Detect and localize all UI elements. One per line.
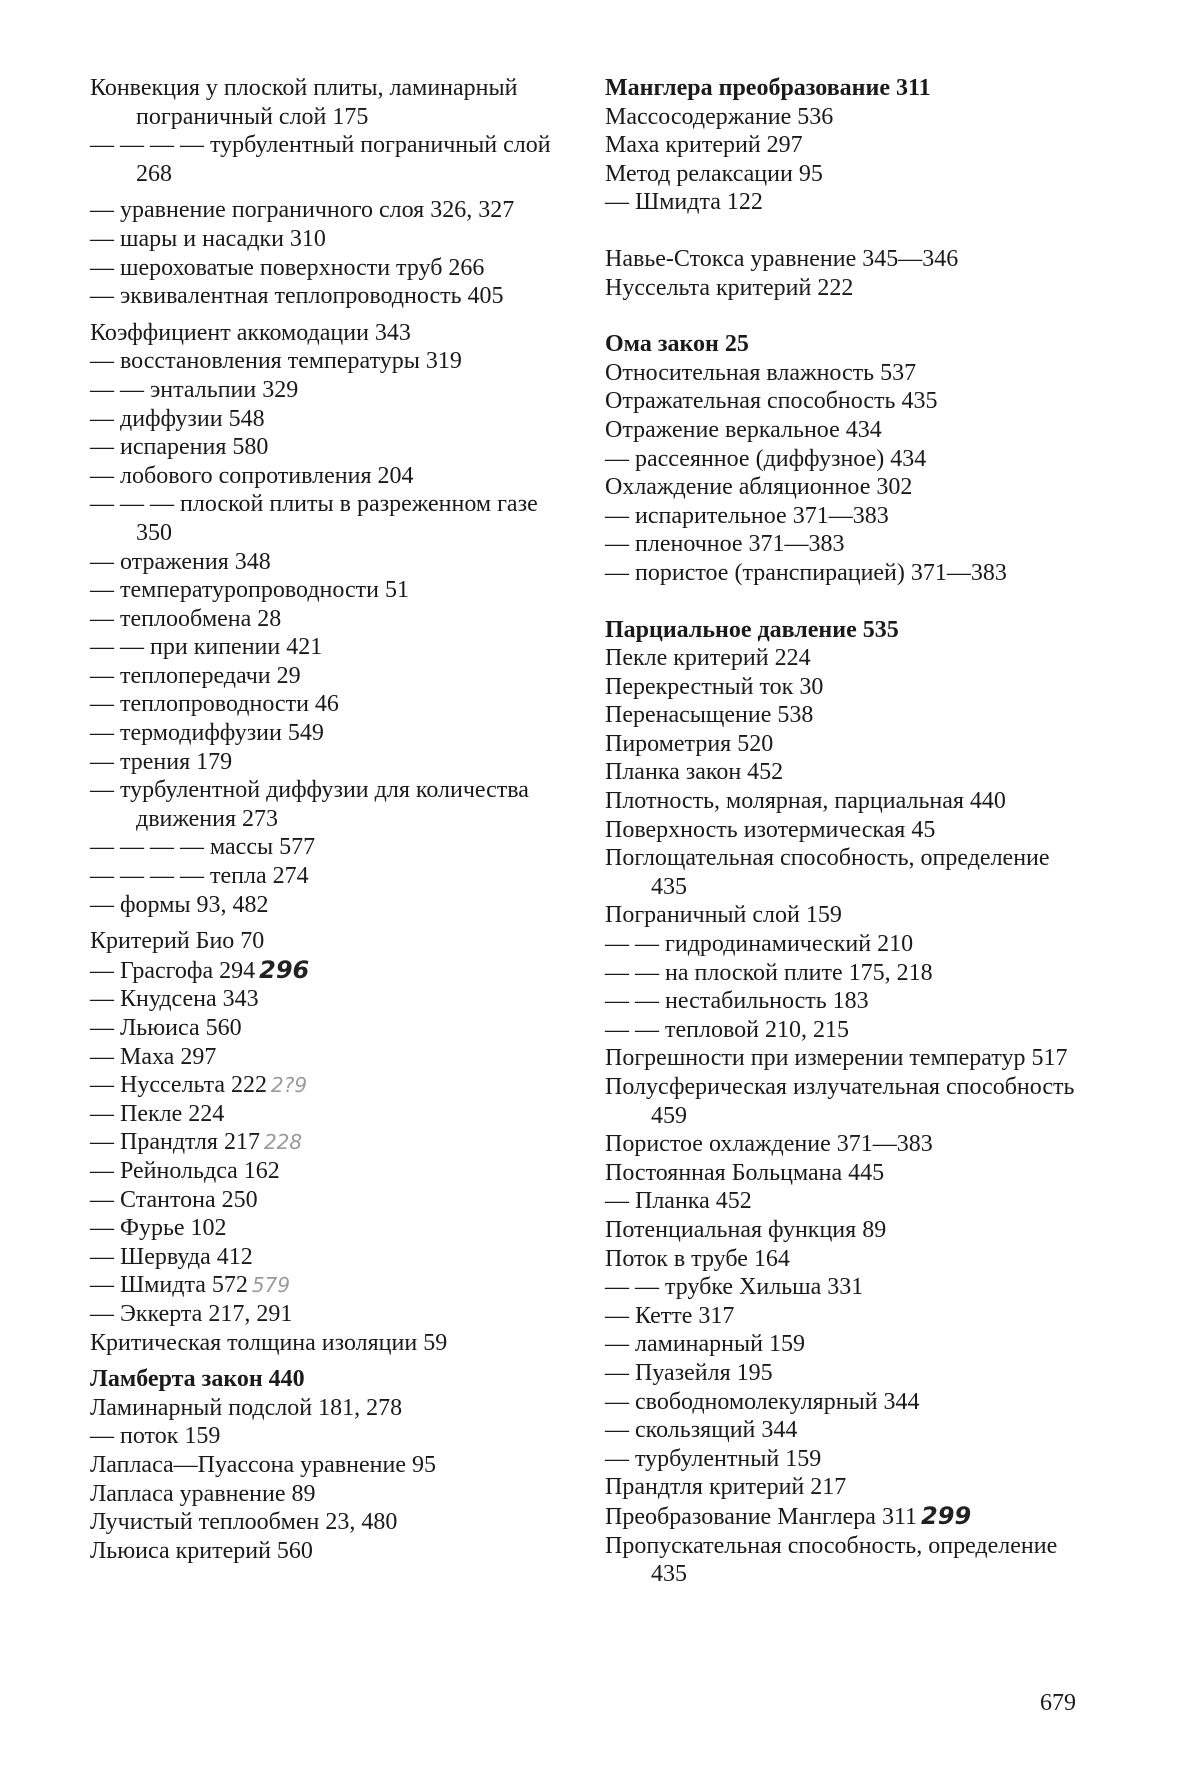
index-entry-text: — Льюиса 560 bbox=[90, 1015, 242, 1041]
index-entry-text: — теплопроводности 46 bbox=[90, 691, 339, 718]
index-entry-text: — — — — тепла 274 bbox=[90, 863, 309, 890]
index-entry bbox=[605, 701, 1085, 730]
index-entry bbox=[605, 274, 1085, 303]
index-entry-text: Поглощательная способность, определение 435 bbox=[605, 845, 1050, 900]
index-entry bbox=[90, 405, 560, 434]
index-entry bbox=[90, 891, 560, 920]
index-entry-text: Поток в трубе 164 bbox=[605, 1245, 790, 1272]
index-entry bbox=[90, 1214, 560, 1243]
index-entry bbox=[605, 987, 1085, 1016]
index-entry bbox=[90, 662, 560, 691]
index-entry-text: Прандтля критерий 217 bbox=[605, 1474, 847, 1501]
index-entry bbox=[90, 748, 560, 777]
index-entry bbox=[90, 1422, 560, 1451]
index-entry bbox=[90, 1071, 560, 1100]
index-entry bbox=[90, 254, 560, 283]
index-entry-text: — шары и насадки 310 bbox=[90, 225, 326, 252]
index-entry bbox=[90, 74, 560, 131]
index-entry bbox=[90, 1394, 560, 1423]
index-entry bbox=[90, 1043, 560, 1072]
index-entry bbox=[605, 1445, 1085, 1474]
index-entry bbox=[605, 559, 1085, 588]
index-entry-text: — — нестабильность 183 bbox=[605, 988, 869, 1015]
index-entry-text: Массосодержание 536 bbox=[605, 103, 834, 130]
index-entry-text: Лучистый теплообмен 23, 480 bbox=[90, 1509, 398, 1536]
index-entry bbox=[605, 245, 1085, 274]
index-entry-text: Критическая толщина изоляции 59 bbox=[90, 1329, 448, 1356]
index-entry bbox=[90, 196, 560, 225]
index-entry-text: — турбулентный 159 bbox=[605, 1445, 822, 1472]
index-entry bbox=[90, 833, 560, 862]
index-entry bbox=[605, 730, 1085, 759]
index-entry-text: — — трубке Хильша 331 bbox=[605, 1274, 864, 1301]
index-entry-text: — теплообмена 28 bbox=[90, 605, 282, 632]
index-entry-text: — восстановления температуры 319 bbox=[90, 348, 462, 375]
index-entry bbox=[90, 1100, 560, 1129]
index-entry-text: — испарения 580 bbox=[90, 434, 269, 461]
index-entry bbox=[90, 1480, 560, 1509]
index-entry-text: — Пекле 224 bbox=[90, 1100, 225, 1127]
index-entry-text: — температуропроводности 51 bbox=[90, 577, 409, 604]
index-entry bbox=[605, 930, 1085, 959]
index-entry-text: Отражательная способность 435 bbox=[605, 388, 938, 415]
index-entry bbox=[90, 985, 560, 1014]
index-entry-text: Поверхность изотермическая 45 bbox=[605, 816, 936, 843]
handwritten-annotation: 579 bbox=[251, 1273, 291, 1298]
index-entry-text: — — при кипении 421 bbox=[90, 634, 323, 661]
index-entry-text: — пористое (транспирацией) 371—383 bbox=[605, 559, 1007, 586]
index-entry-text: Пирометрия 520 bbox=[605, 730, 774, 757]
index-entry-text: — Кнудсена 343 bbox=[90, 986, 259, 1013]
index-entry-text: Лапласа—Пуассона уравнение 95 bbox=[90, 1451, 436, 1478]
index-entry bbox=[90, 690, 560, 719]
index-entry bbox=[90, 462, 560, 491]
index-entry-text: Маха критерий 297 bbox=[605, 132, 803, 159]
index-entry bbox=[90, 862, 560, 891]
index-entry bbox=[605, 1187, 1085, 1216]
index-entry-text: — — тепловой 210, 215 bbox=[605, 1016, 849, 1043]
index-entry-text: Ламинарный подслой 181, 278 bbox=[90, 1394, 403, 1421]
index-entry bbox=[605, 1073, 1085, 1130]
index-entry bbox=[605, 901, 1085, 930]
index-entry-text: — уравнение пограничного слоя 326, 327 bbox=[90, 197, 515, 224]
index-entry-text: — турбулентной диффузии для количества движения 273 bbox=[90, 777, 529, 832]
handwritten-annotation: 296 bbox=[259, 955, 310, 984]
index-entry bbox=[90, 225, 560, 254]
index-entry-text: — трения 179 bbox=[90, 748, 233, 775]
index-entry-text: Пористое охлаждение 371—383 bbox=[605, 1131, 933, 1158]
index-entry-text: — — на плоской плите 175, 218 bbox=[605, 959, 933, 986]
index-entry bbox=[605, 131, 1085, 160]
index-entry-text: Ома закон 25 bbox=[605, 331, 749, 358]
index-entry-text: — формы 93, 482 bbox=[90, 891, 269, 918]
index-entry-text: Плотность, молярная, парциальная 440 bbox=[605, 788, 1006, 815]
index-entry bbox=[605, 959, 1085, 988]
index-entry bbox=[605, 1532, 1085, 1589]
index-entry bbox=[90, 1271, 560, 1300]
index-entry bbox=[605, 1016, 1085, 1045]
index-entry-text: — Планка 452 bbox=[605, 1188, 752, 1215]
index-entry bbox=[605, 188, 1085, 217]
index-entry-text: — скользящий 344 bbox=[605, 1417, 798, 1444]
index-entry bbox=[605, 1044, 1085, 1073]
index-entry bbox=[90, 956, 560, 986]
index-entry bbox=[90, 319, 560, 348]
index-entry bbox=[605, 445, 1085, 474]
index-entry bbox=[605, 616, 1085, 645]
index-entry-text: — — — плоской плиты в разреженном газе 350 bbox=[90, 491, 538, 546]
index-entry bbox=[90, 1365, 560, 1394]
index-entry bbox=[605, 1359, 1085, 1388]
index-entry bbox=[605, 787, 1085, 816]
index-entry-text: — Пуазейля 195 bbox=[605, 1359, 773, 1386]
index-entry bbox=[605, 1388, 1085, 1417]
index-entry bbox=[90, 633, 560, 662]
index-entry bbox=[605, 844, 1085, 901]
index-entry bbox=[605, 1473, 1085, 1502]
index-entry bbox=[605, 103, 1085, 132]
index-entry-text: — поток 159 bbox=[90, 1423, 221, 1450]
index-entry bbox=[90, 1128, 560, 1157]
index-entry bbox=[90, 376, 560, 405]
index-entry-text: Манглера преобразование 311 bbox=[605, 75, 931, 101]
index-entry-text: Критерий Био 70 bbox=[90, 928, 265, 955]
index-entry bbox=[605, 673, 1085, 702]
index-entry bbox=[90, 1014, 560, 1043]
index-entry-text: — рассеянное (диффузное) 434 bbox=[605, 445, 927, 472]
index-entry-text: — шероховатые поверхности труб 266 bbox=[90, 254, 485, 281]
index-entry-text: — — — — массы 577 bbox=[90, 834, 316, 861]
index-entry-text: Преобразование Манглера 311 bbox=[605, 1503, 918, 1530]
index-entry-text: Метод релаксации 95 bbox=[605, 160, 823, 187]
index-entry-text: — Маха 297 bbox=[90, 1043, 217, 1070]
index-entry bbox=[605, 473, 1085, 502]
index-entry bbox=[605, 160, 1085, 189]
handwritten-annotation: 2?9 bbox=[271, 1073, 308, 1098]
index-entry bbox=[605, 1245, 1085, 1274]
index-entry bbox=[90, 1243, 560, 1272]
index-column-right bbox=[605, 74, 1085, 1589]
index-entry-text: Конвекция у плоской плиты, ламинарный пограничный слой 175 bbox=[90, 75, 518, 130]
handwritten-annotation: 299 bbox=[921, 1501, 972, 1530]
index-entry bbox=[90, 1157, 560, 1186]
index-entry-text: Погрешности при измерении температур 517 bbox=[605, 1045, 1068, 1072]
index-entry-text: Постоянная Больцмана 445 bbox=[605, 1159, 885, 1186]
index-entry-text: Пограничный слой 159 bbox=[605, 902, 842, 929]
index-entry bbox=[605, 644, 1085, 673]
index-entry bbox=[605, 74, 1085, 103]
index-entry-text: Полусферическая излучательная способность 459 bbox=[605, 1074, 1075, 1129]
index-entry bbox=[605, 416, 1085, 445]
index-entry bbox=[605, 387, 1085, 416]
index-entry-text: Пекле критерий 224 bbox=[605, 645, 811, 672]
index-entry-text: — теплопередачи 29 bbox=[90, 662, 301, 689]
index-entry-text: Пропускательная способность, определение 435 bbox=[605, 1532, 1058, 1588]
index-entry-text: Потенциальная функция 89 bbox=[605, 1216, 887, 1243]
index-entry-text: — свободномолекулярный 344 bbox=[605, 1388, 920, 1415]
index-entry-text: — Шмидта 572 bbox=[90, 1272, 248, 1299]
index-entry-text: Ламберта закон 440 bbox=[90, 1366, 305, 1393]
handwritten-annotation: 228 bbox=[263, 1130, 303, 1155]
index-entry bbox=[605, 816, 1085, 845]
index-entry bbox=[605, 1216, 1085, 1245]
index-entry bbox=[90, 433, 560, 462]
index-entry-text: Лапласа уравнение 89 bbox=[90, 1480, 316, 1507]
index-entry-text: — испарительное 371—383 bbox=[605, 502, 889, 529]
index-entry bbox=[90, 548, 560, 577]
index-entry bbox=[90, 927, 560, 956]
index-entry bbox=[90, 776, 560, 833]
index-entry-text: Охлаждение абляционное 302 bbox=[605, 474, 913, 501]
index-entry-text: — диффузии 548 bbox=[90, 405, 265, 432]
index-entry-text: Относительная влажность 537 bbox=[605, 359, 917, 386]
index-entry-text: — Прандтля 217 bbox=[90, 1129, 260, 1156]
index-entry-text: Отражение веркальное 434 bbox=[605, 416, 882, 443]
index-entry-text: — Шмидта 122 bbox=[605, 189, 763, 216]
index-entry bbox=[605, 1330, 1085, 1359]
index-entry bbox=[90, 282, 560, 311]
index-entry-text: Парциальное давление 535 bbox=[605, 616, 899, 643]
index-entry-text: Перенасыщение 538 bbox=[605, 702, 814, 729]
index-entry bbox=[90, 605, 560, 634]
index-entry bbox=[605, 1502, 1085, 1532]
index-entry-text: — Рейнольдса 162 bbox=[90, 1157, 280, 1184]
index-entry bbox=[90, 1537, 560, 1566]
index-entry bbox=[90, 1451, 560, 1480]
index-entry bbox=[90, 490, 560, 547]
index-entry bbox=[605, 502, 1085, 531]
index-entry bbox=[605, 359, 1085, 388]
index-entry-text: — Шервуда 412 bbox=[90, 1243, 253, 1270]
index-entry-text: — термодиффузии 549 bbox=[90, 720, 324, 747]
index-entry bbox=[90, 1300, 560, 1329]
index-entry bbox=[90, 719, 560, 748]
index-entry bbox=[90, 576, 560, 605]
index-entry-text: Навье-Стокса уравнение 345—346 bbox=[605, 245, 959, 272]
index-entry bbox=[605, 1130, 1085, 1159]
index-entry bbox=[90, 1329, 560, 1358]
index-entry bbox=[90, 1508, 560, 1537]
index-entry-text: — Стантона 250 bbox=[90, 1186, 258, 1213]
index-entry bbox=[90, 131, 560, 188]
index-entry bbox=[605, 758, 1085, 787]
index-entry-text: — Кетте 317 bbox=[605, 1302, 735, 1329]
index-entry bbox=[90, 347, 560, 376]
index-entry-text: Льюиса критерий 560 bbox=[90, 1537, 313, 1564]
index-entry bbox=[605, 330, 1085, 359]
index-entry-text: — — энтальпии 329 bbox=[90, 376, 299, 403]
index-entry-text: — отражения 348 bbox=[90, 548, 271, 575]
index-entry bbox=[90, 1186, 560, 1215]
index-entry-text: — эквивалентная теплопроводность 405 bbox=[90, 283, 504, 310]
index-entry bbox=[605, 530, 1085, 559]
index-entry-text: Перекрестный ток 30 bbox=[605, 673, 824, 700]
index-entry-text: — Эккерта 217, 291 bbox=[90, 1300, 293, 1327]
index-entry bbox=[605, 1273, 1085, 1302]
index-column-left bbox=[90, 74, 560, 1565]
index-entry-text: — Нуссельта 222 bbox=[90, 1072, 268, 1099]
index-entry-text: Нуссельта критерий 222 bbox=[605, 274, 854, 301]
index-entry-text: — лобового сопротивления 204 bbox=[90, 462, 414, 489]
index-entry-text: — пленочное 371—383 bbox=[605, 531, 845, 558]
index-entry-text: — Грасгофа 294 bbox=[90, 957, 256, 984]
index-entry-text: Коэффициент аккомодации 343 bbox=[90, 319, 411, 346]
index-entry-text: — ламинарный 159 bbox=[605, 1331, 805, 1358]
index-entry-text: Планка закон 452 bbox=[605, 759, 784, 786]
index-entry-text: — — — — турбулентный пограничный слой 268 bbox=[90, 132, 551, 187]
index-entry bbox=[605, 1302, 1085, 1331]
index-entry-text: — Фурье 102 bbox=[90, 1215, 227, 1242]
page-number: 679 bbox=[1040, 1690, 1076, 1716]
index-entry bbox=[605, 1159, 1085, 1188]
index-entry bbox=[605, 1416, 1085, 1445]
index-entry-text: — — гидродинамический 210 bbox=[605, 931, 914, 958]
